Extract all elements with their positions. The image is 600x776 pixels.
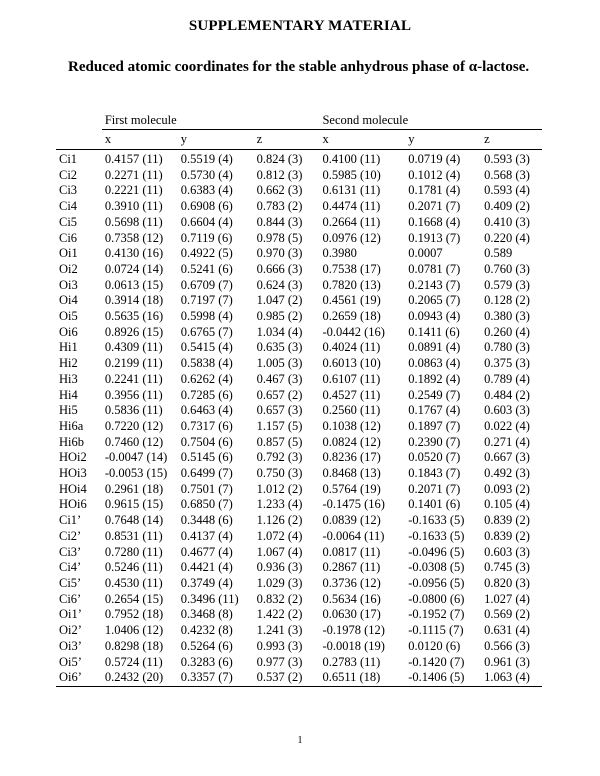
- coordinate-cell: 0.839 (2): [484, 528, 530, 543]
- coordinate-cell: 0.832 (2): [256, 591, 303, 606]
- coordinate-cell: -0.0956 (5): [408, 575, 465, 590]
- table-row: [56, 183, 542, 199]
- document-heading: SUPPLEMENTARY MATERIAL: [188, 18, 412, 34]
- coordinate-cell: 0.6499 (7): [180, 466, 233, 481]
- coordinate-cell: 0.657 (2): [256, 387, 303, 402]
- table-row: [56, 435, 542, 451]
- coordinate-cell: -0.0442 (16): [322, 324, 385, 339]
- coordinate-cell: 0.5246 (11): [104, 560, 163, 575]
- coordinate-cell: 1.063 (4): [481, 670, 542, 686]
- coordinate-cell: 0.7648 (14): [104, 513, 164, 528]
- table-row: [56, 278, 542, 294]
- table-row: [56, 215, 542, 231]
- coordinate-cell: 1.027 (4): [484, 591, 530, 606]
- coordinate-cell: 0.4157 (11): [104, 152, 163, 166]
- group-header-second: Second molecule: [319, 111, 542, 130]
- coordinate-cell: 0.1897 (7): [408, 418, 461, 433]
- coordinate-cell: 0.6511 (18): [319, 670, 405, 686]
- coordinate-cell: 0.2549 (7): [408, 387, 461, 402]
- table-row: [56, 199, 542, 215]
- table-row: [56, 513, 542, 529]
- column-header: y: [405, 130, 481, 150]
- coordinate-cell: -0.0047 (14): [104, 450, 168, 465]
- atom-label-cell: Oi5: [59, 309, 78, 324]
- atom-label-cell: Ci3: [59, 183, 78, 198]
- coordinate-cell: 0.993 (3): [256, 638, 303, 653]
- coordinate-cell: 0.7280 (11): [104, 544, 163, 559]
- coordinate-cell: -0.0064 (11): [322, 528, 385, 543]
- coordinate-cell: 0.4137 (4): [180, 528, 233, 543]
- table-row: [56, 246, 542, 262]
- coordinate-cell: 0.0976 (12): [322, 230, 381, 245]
- coordinate-cell: 0.662 (3): [256, 183, 303, 198]
- coordinate-cell: -0.1978 (12): [322, 623, 385, 638]
- coordinate-cell: 0.0724 (14): [104, 261, 164, 276]
- coordinate-cell: 0.3283 (6): [180, 654, 233, 669]
- coordinate-cell: 0.2432 (20): [102, 670, 178, 686]
- coordinate-cell: 0.0863 (4): [408, 356, 461, 371]
- coordinate-cell: -0.0053 (15): [104, 466, 168, 481]
- coordinate-cell: -0.0018 (19): [322, 638, 385, 653]
- coordinate-cell: 0.603 (3): [484, 544, 530, 559]
- coordinate-cell: 0.5635 (16): [104, 309, 164, 324]
- coordinate-cell: 0.4100 (11): [322, 152, 381, 166]
- coordinate-cell: 0.5838 (4): [180, 356, 233, 371]
- coordinate-cell: 1.034 (4): [256, 324, 303, 339]
- coordinate-cell: 0.4130 (16): [104, 246, 164, 261]
- coordinate-cell: 0.936 (3): [256, 560, 303, 575]
- coordinate-cell: 0.5998 (4): [180, 309, 233, 324]
- coordinate-cell: 0.022 (4): [484, 418, 530, 433]
- atom-label-cell: Hi3: [59, 371, 78, 386]
- coordinate-cell: 0.631 (4): [484, 623, 530, 638]
- coordinate-cell: 0.7501 (7): [180, 481, 233, 496]
- coordinate-cell: -0.1633 (5): [408, 513, 465, 528]
- atom-label-cell: Oi2’: [59, 623, 82, 638]
- table-row: [56, 262, 542, 278]
- table-row: [56, 150, 542, 168]
- coordinate-cell: 1.012 (2): [256, 481, 303, 496]
- coordinate-cell: 0.568 (3): [484, 167, 530, 182]
- table-row: [56, 231, 542, 247]
- atom-label-cell: Oi5’: [59, 654, 82, 669]
- coordinate-cell: 0.593 (3): [484, 152, 530, 166]
- coordinate-cell: 0.593 (4): [484, 183, 530, 198]
- coordinate-cell: 0.978 (5): [256, 230, 303, 245]
- coordinate-cell: 0.0719 (4): [408, 152, 461, 166]
- coordinate-cell: -0.1475 (16): [322, 497, 385, 512]
- coordinate-cell: 0.2664 (11): [322, 214, 381, 229]
- table-row: [56, 639, 542, 655]
- coordinate-cell: 0.2241 (11): [104, 371, 163, 386]
- coordinate-cell: 0.2071 (7): [408, 199, 461, 214]
- coordinate-cell: 0.635 (3): [256, 340, 303, 355]
- atom-label-cell: Hi2: [59, 356, 78, 371]
- coordinate-cell: 0.0824 (12): [322, 434, 381, 449]
- coordinate-cell: 0.220 (4): [484, 230, 530, 245]
- coordinate-cell: 0.977 (3): [256, 654, 303, 669]
- coordinate-cell: 0.1038 (12): [322, 418, 381, 433]
- coordinate-cell: 1.047 (2): [256, 293, 303, 308]
- column-header: x: [102, 130, 178, 150]
- coordinate-cell: 0.4530 (11): [104, 575, 163, 590]
- coordinate-cell: 0.0839 (12): [322, 513, 381, 528]
- coordinate-cell: 1.072 (4): [256, 528, 303, 543]
- coordinate-cell: 1.0406 (12): [104, 623, 164, 638]
- coordinate-cell: 0.3448 (6): [180, 513, 233, 528]
- coordinate-cell: 0.5724 (11): [104, 654, 163, 669]
- coordinate-cell: 0.789 (4): [484, 371, 530, 386]
- coordinate-cell: 0.3749 (4): [180, 575, 233, 590]
- coordinate-cell: 0.3980: [322, 246, 357, 261]
- coordinate-cell: 1.067 (4): [256, 544, 303, 559]
- coordinate-cell: 0.792 (3): [256, 450, 303, 465]
- coordinate-cell: 0.8236 (17): [322, 450, 381, 465]
- atom-label-cell: Oi3’: [59, 638, 82, 653]
- coordinate-cell: -0.1420 (7): [408, 654, 465, 669]
- coordinate-cell: 0.260 (4): [484, 324, 530, 339]
- coordinate-cell: 0.0781 (7): [408, 261, 461, 276]
- coordinate-cell: 0.961 (3): [484, 654, 530, 669]
- table-row: [56, 607, 542, 623]
- coordinate-cell: 0.5836 (11): [104, 403, 163, 418]
- coordinate-cell: 0.3468 (8): [180, 607, 233, 622]
- coordinate-cell: 0.1668 (4): [408, 214, 461, 229]
- coordinate-cell: 0.105 (4): [484, 497, 530, 512]
- coordinate-cell: 0.2867 (11): [322, 560, 381, 575]
- coordinate-cell: 0.5145 (6): [180, 450, 233, 465]
- table-row: [56, 372, 542, 388]
- coordinate-cell: 0.7317 (6): [180, 418, 233, 433]
- coordinate-cell: -0.1633 (5): [408, 528, 465, 543]
- coordinate-cell: 0.5730 (4): [180, 167, 233, 182]
- column-header: z: [254, 130, 320, 150]
- coordinate-cell: 0.8468 (13): [322, 466, 381, 481]
- atom-label-cell: Hi5: [59, 403, 78, 418]
- coordinate-cell: 0.484 (2): [484, 387, 530, 402]
- coordinate-cell: 0.3736 (12): [322, 575, 381, 590]
- coordinate-cell: -0.0496 (5): [408, 544, 465, 559]
- coordinate-cell: 0.603 (3): [484, 403, 530, 418]
- coordinate-cell: 0.492 (3): [484, 466, 530, 481]
- coordinate-cell: 0.5264 (6): [180, 638, 233, 653]
- coordinate-cell: 0.6107 (11): [322, 371, 381, 386]
- coordinate-cell: 1.233 (4): [256, 497, 303, 512]
- atom-label-cell: Ci4: [59, 199, 78, 214]
- coordinate-cell: 0.4527 (11): [322, 387, 381, 402]
- coordinate-cell: 0.1012 (4): [408, 167, 461, 182]
- coordinate-cell: 0.780 (3): [484, 340, 530, 355]
- coordinate-cell: 0.5985 (10): [322, 167, 381, 182]
- coordinate-cell: 0.1843 (7): [408, 466, 461, 481]
- coordinate-cell: 0.093 (2): [484, 481, 530, 496]
- atom-label-cell: Ci1’: [59, 513, 82, 528]
- coordinate-cell: 0.2071 (7): [408, 481, 461, 496]
- coordinate-cell: 0.760 (3): [484, 261, 530, 276]
- coordinate-cell: 0.2143 (7): [408, 277, 461, 292]
- column-header-row: [56, 130, 542, 150]
- coordinate-cell: 0.6908 (6): [180, 199, 233, 214]
- group-header-first: First molecule: [102, 111, 320, 130]
- coordinate-cell: 0.6604 (4): [180, 214, 233, 229]
- coordinate-cell: 0.4474 (11): [322, 199, 381, 214]
- atom-label-cell: HOi3: [59, 466, 87, 481]
- coordinate-cell: 0.1401 (6): [408, 497, 461, 512]
- table-row: [56, 356, 542, 372]
- column-header: z: [481, 130, 542, 150]
- coordinate-cell: 0.3496 (11): [180, 591, 239, 606]
- coordinate-cell: 0.4922 (5): [180, 246, 233, 261]
- page-number: 1: [297, 735, 303, 746]
- coordinate-cell: 0.0891 (4): [408, 340, 461, 355]
- coordinate-cell: 0.2961 (18): [104, 481, 164, 496]
- coordinate-cell: 0.2783 (11): [322, 654, 381, 669]
- table-row: [56, 576, 542, 592]
- coordinate-cell: 0.4561 (19): [322, 293, 381, 308]
- atom-label-cell: Hi4: [59, 387, 78, 402]
- coordinate-cell: 0.579 (3): [484, 277, 530, 292]
- atom-label-cell: Ci5: [59, 214, 78, 229]
- coordinate-cell: 0.6709 (7): [180, 277, 233, 292]
- table-row: [56, 497, 542, 513]
- coordinate-cell: 0.820 (3): [484, 575, 530, 590]
- coordinate-cell: 0.7220 (12): [104, 418, 164, 433]
- coordinate-cell: 0.4024 (11): [322, 340, 381, 355]
- atom-label-cell: Oi6: [59, 324, 78, 339]
- coordinate-cell: 0.1892 (4): [408, 371, 461, 386]
- coordinate-cell: 0.467 (3): [256, 371, 303, 386]
- atom-label-cell: Oi6’: [56, 670, 102, 686]
- coordinate-cell: 0.1411 (6): [408, 324, 460, 339]
- table-row: [56, 293, 542, 309]
- table-row: [56, 592, 542, 608]
- atom-label-cell: Hi6a: [59, 418, 84, 433]
- coordinate-cell: 0.1767 (4): [408, 403, 461, 418]
- column-header: x: [319, 130, 405, 150]
- table-row: [56, 388, 542, 404]
- coordinate-cell: 0.7460 (12): [104, 434, 164, 449]
- coordinate-cell: 0.5698 (11): [104, 214, 163, 229]
- coordinate-cell: 1.157 (5): [256, 418, 303, 433]
- coordinate-cell: 0.7197 (7): [180, 293, 233, 308]
- coordinate-cell: 0.4232 (8): [180, 623, 233, 638]
- table-row: [56, 325, 542, 341]
- coordinate-cell: 0.6262 (4): [180, 371, 233, 386]
- coordinate-cell: 0.824 (3): [256, 152, 303, 166]
- coordinate-cell: 0.0613 (15): [104, 277, 164, 292]
- coordinate-cell: 0.3956 (11): [104, 387, 163, 402]
- coordinate-cell: 0.666 (3): [256, 261, 303, 276]
- coordinate-cell: 0.0520 (7): [408, 450, 461, 465]
- atom-label-cell: Ci6’: [59, 591, 82, 606]
- atom-label-cell: Ci1: [59, 152, 78, 166]
- coordinate-cell: 0.9615 (15): [104, 497, 164, 512]
- coordinate-cell: 0.1913 (7): [408, 230, 461, 245]
- coordinate-cell: 1.005 (3): [256, 356, 303, 371]
- coordinate-cell: 0.410 (3): [484, 214, 530, 229]
- atom-label-cell: Ci2: [59, 167, 78, 182]
- coordinate-cell: 1.422 (2): [256, 607, 303, 622]
- coordinates-table: [56, 111, 542, 687]
- coordinate-cell: 0.667 (3): [484, 450, 530, 465]
- atom-label-cell: Ci6: [59, 230, 78, 245]
- coordinate-cell: 0.2221 (11): [104, 183, 163, 198]
- coordinate-cell: 0.7820 (13): [322, 277, 381, 292]
- coordinate-cell: 0.8298 (18): [104, 638, 164, 653]
- coordinate-cell: 0.4309 (11): [104, 340, 163, 355]
- coordinate-cell: 0.6013 (10): [322, 356, 381, 371]
- atom-label-cell: HOi2: [59, 450, 87, 465]
- atom-label-cell: Oi2: [59, 261, 78, 276]
- coordinate-cell: 0.2199 (11): [104, 356, 163, 371]
- coordinate-cell: 0.745 (3): [484, 560, 530, 575]
- coordinate-cell: 0.2659 (18): [322, 309, 381, 324]
- coordinate-cell: 0.0007: [408, 246, 443, 261]
- coordinate-cell: 0.624 (3): [256, 277, 303, 292]
- coordinate-cell: 0.566 (3): [484, 638, 530, 653]
- coordinate-cell: 1.126 (2): [256, 513, 303, 528]
- atom-label-cell: Oi1: [59, 246, 78, 261]
- coordinate-cell: 0.589: [484, 246, 513, 261]
- coordinate-cell: 0.2390 (7): [408, 434, 461, 449]
- coordinate-cell: 0.380 (3): [484, 309, 530, 324]
- coordinate-cell: -0.1952 (7): [408, 607, 465, 622]
- atom-label-cell: Ci2’: [59, 528, 82, 543]
- coordinate-cell: 0.8926 (15): [104, 324, 164, 339]
- coordinate-cell: 0.750 (3): [256, 466, 303, 481]
- coordinate-cell: 0.5764 (19): [322, 481, 381, 496]
- coordinate-cell: -0.0800 (6): [408, 591, 465, 606]
- coordinate-cell: 0.985 (2): [256, 309, 303, 324]
- atom-label-cell: Ci4’: [59, 560, 82, 575]
- coordinate-cell: 0.6383 (4): [180, 183, 233, 198]
- table-row: [56, 482, 542, 498]
- table-row: [56, 309, 542, 325]
- coordinate-cell: 0.2065 (7): [408, 293, 461, 308]
- coordinate-cell: 0.0630 (17): [322, 607, 381, 622]
- coordinate-cell: 0.271 (4): [484, 434, 530, 449]
- table-row: [56, 623, 542, 639]
- coordinate-cell: 0.7952 (18): [104, 607, 164, 622]
- coordinate-cell: 0.1781 (4): [408, 183, 461, 198]
- coordinate-cell: 0.2271 (11): [104, 167, 163, 182]
- table-row: [56, 560, 542, 576]
- coordinate-cell: -0.1406 (5): [405, 670, 481, 686]
- table-row: [56, 545, 542, 561]
- coordinate-cell: 0.569 (2): [484, 607, 530, 622]
- coordinate-cell: 0.375 (3): [484, 356, 530, 371]
- coordinate-cell: 0.7358 (12): [104, 230, 164, 245]
- coordinate-cell: 0.128 (2): [484, 293, 530, 308]
- atom-label-cell: Hi1: [59, 340, 78, 355]
- group-header-row: [56, 111, 542, 130]
- atom-label-cell: HOi4: [59, 481, 87, 496]
- coordinate-cell: -0.0308 (5): [408, 560, 465, 575]
- table-body: [56, 150, 542, 687]
- coordinate-cell: 1.241 (3): [256, 623, 303, 638]
- coordinate-cell: 0.8531 (11): [104, 528, 163, 543]
- coordinate-cell: 0.7538 (17): [322, 261, 381, 276]
- coordinate-cell: 0.6131 (11): [322, 183, 381, 198]
- coordinate-cell: 0.7119 (6): [180, 230, 233, 245]
- coordinate-cell: 0.657 (3): [256, 403, 303, 418]
- coordinate-cell: 0.6765 (7): [180, 324, 233, 339]
- coordinate-cell: 0.857 (5): [256, 434, 303, 449]
- coordinate-cell: 0.0120 (6): [408, 638, 461, 653]
- coordinate-cell: 0.812 (3): [256, 167, 303, 182]
- coordinate-cell: 0.839 (2): [484, 513, 530, 528]
- coordinate-cell: 0.409 (2): [484, 199, 530, 214]
- coordinate-cell: 0.7504 (6): [180, 434, 233, 449]
- coordinate-cell: 0.537 (2): [254, 670, 320, 686]
- coordinate-cell: 0.3910 (11): [104, 199, 163, 214]
- coordinate-cell: 0.2560 (11): [322, 403, 381, 418]
- coordinate-cell: 0.5415 (4): [180, 340, 233, 355]
- atom-label-cell: Oi4: [59, 293, 78, 308]
- coordinate-cell: 0.783 (2): [256, 199, 303, 214]
- atom-label-cell: Oi1’: [59, 607, 82, 622]
- coordinate-cell: 0.6850 (7): [180, 497, 233, 512]
- coordinate-cell: 0.2654 (15): [104, 591, 164, 606]
- atom-label-cell: Hi6b: [59, 434, 84, 449]
- coordinate-cell: 0.5519 (4): [180, 152, 233, 166]
- coordinate-cell: 0.4421 (4): [180, 560, 233, 575]
- atom-label-cell: HOi6: [59, 497, 87, 512]
- atom-label-cell: Ci5’: [59, 575, 82, 590]
- coordinate-cell: 0.5634 (16): [322, 591, 381, 606]
- table-row: [56, 670, 542, 686]
- coordinate-cell: 0.3357 (7): [178, 670, 254, 686]
- atom-label-cell: Ci3’: [59, 544, 82, 559]
- table-row: [56, 419, 542, 435]
- table-row: [56, 403, 542, 419]
- atom-label-cell: Oi3: [59, 277, 78, 292]
- column-header: y: [178, 130, 254, 150]
- table-row: [56, 340, 542, 356]
- coordinate-cell: 0.0943 (4): [408, 309, 461, 324]
- table-row: [56, 168, 542, 184]
- coordinate-cell: 0.844 (3): [256, 214, 303, 229]
- table-row: [56, 450, 542, 466]
- table-caption: Reduced atomic coordinates for the stable anhydrous phase of α-lactose.: [68, 59, 530, 75]
- coordinate-cell: 0.5241 (6): [180, 261, 233, 276]
- coordinate-cell: 1.029 (3): [256, 575, 303, 590]
- table-row: [56, 655, 542, 671]
- coordinate-cell: 0.4677 (4): [180, 544, 233, 559]
- table-row: [56, 466, 542, 482]
- coordinate-cell: 0.0817 (11): [322, 544, 381, 559]
- coordinate-cell: 0.970 (3): [256, 246, 303, 261]
- coordinate-cell: 0.7285 (6): [180, 387, 233, 402]
- coordinate-cell: 0.3914 (18): [104, 293, 164, 308]
- coordinate-cell: 0.6463 (4): [180, 403, 233, 418]
- table-row: [56, 529, 542, 545]
- coordinate-cell: -0.1115 (7): [408, 623, 464, 638]
